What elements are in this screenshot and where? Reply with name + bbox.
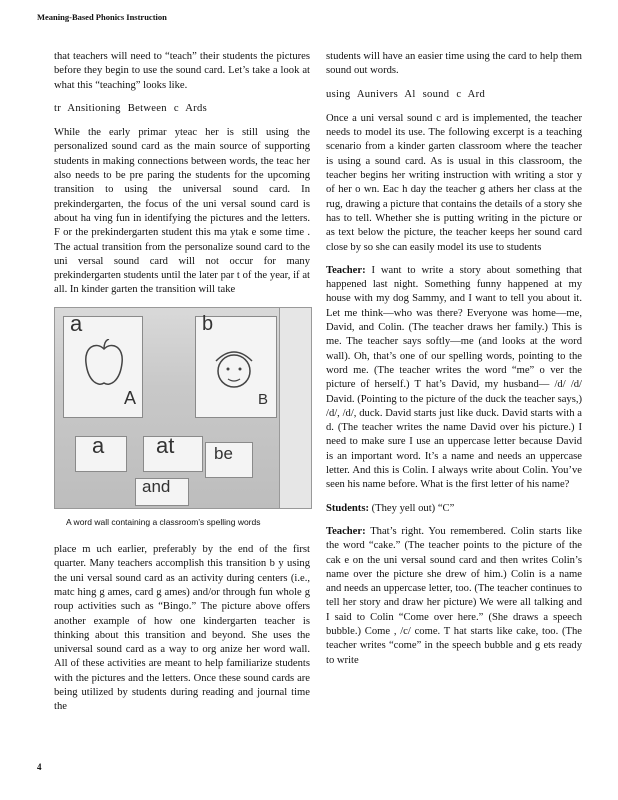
running-head: Meaning-Based Phonics Instruction [37, 12, 167, 22]
card-letter: A [124, 387, 137, 408]
word-card: a [75, 436, 127, 472]
dialogue-students [326, 502, 582, 516]
dialogue-text: I want to write a story about something that happened last night. Something funny happened at my house with my dog Sammy, and I want to tell you about it. Let me think—who was there? Everyone was home—me, David, and Colin. (The teacher draws her family.) This is me. The teacher says softly—me (and looks at the word wall). Oh, that’s one of our spelling words, pointing to the word me. (The teacher writes the word “me” o ver the picture of herself.) T hat’s David, my husband— /d/ /d/ David. (Pointing to the picture of the duck the teacher says,) /d/, /d/, duck. David starts just like duck. David starts with a d. (The teacher writes the name David over his picture.) I need to make sure I use an uppercase letter because David is an important word. It’s a name and needs an uppercase letter. And this is Colin. I always write about Colin. You’ve seen his name before. What is the first letter of his name? [326, 264, 583, 491]
word-card: at [143, 436, 203, 472]
section-heading: tr Ansitioning Between c Ards [54, 102, 207, 114]
dialogue-text: (They yell out) “C” [371, 502, 455, 514]
figure-caption: A word wall containing a classroom’s spelling words [66, 516, 261, 527]
apple-card [63, 310, 143, 418]
word-card: be [205, 442, 253, 478]
paragraph: While the early primar yteac her is still using the personalized sound card as the main source of supporting students in making connections between words, the teac her also needs to be pre paring the students for the upcoming transition to using the universal sound card. In prekindergarten, the focus of the uni versal sound card is about ha ving fun in identifying the pictures and the letters. F or the prekindergarten student this ma ytak e some time . The actual transition from the personalize sound card to the uni versal sound card will not occur for many prekindergarten students until the later par t of the year, if at all. In kinder garten the transition will take [54, 127, 310, 296]
word-wall-photo [54, 307, 312, 509]
card-letter: b [202, 312, 214, 335]
apple-icon [82, 339, 126, 389]
boy-face-icon [210, 341, 260, 395]
dialogue-text: That’s right. You remembered. Colin starts like the word “cake.” (The teacher points to the picture of the cak e on the uni versal sound card and then writes Colin’s name over the picture she drew of him.) Colin is a name and needs an uppercase letter, too. (The teacher continues to tell her story and draw her picture) We were all talking and I said to Colin “Come over here.” (She draws a speech bubble.) Come , /c/ come. T hat starts like cake, too. (The teacher writes “come” in the speech bubble and g ets ready to write [326, 525, 582, 666]
right-column [326, 50, 582, 677]
paragraph: students will have an easier time using the card to help them sound out words. [326, 51, 582, 77]
dialogue-teacher [326, 264, 582, 493]
page-number: 4 [37, 762, 42, 772]
speaker-label: Teacher: [326, 264, 366, 276]
speaker-label: Teacher: [326, 525, 366, 537]
dialogue-teacher [326, 525, 582, 668]
speaker-label: Students: [326, 502, 369, 514]
easel-board [279, 308, 312, 508]
paragraph: Once a uni versal sound c ard is implemented, the teacher needs to model its use. The following excerpt is a teaching scenario from a kinder garten classroom where the teacher is using a sound card. As is usual in this classroom, the teacher begins her writing instruction with writing a stor y of her o wn. Eac h day the teacher g athers her class at the rug, drawing a picture that contains the details of a story she has to tell. Whether she is putting writing in the picture or as text below the picture, the teacher keeps her sound card close by so she can easily model its use to students [326, 112, 582, 253]
word-card: and [135, 478, 189, 506]
paragraph: place m uch earlier, preferably by the end of the first quarter. Many teachers accomplish this transition b y using the uni versal sound card as an activity during centers (i.e., matc hing g ames, card g ames) and/or through fun whole g roup activities such as “Bingo.” The picture above offers another example of how one kindergarten teacher is thinking about this transition and beyond. She uses the universal sound card as a way to org anize her word wall. All of these activities are meant to help familiarize students with the pictures and the letters. Once these sound cards are being utilized by students during reading and journal time the [54, 544, 310, 713]
card-letter: B [258, 390, 269, 408]
boy-card [195, 312, 277, 418]
paragraph: that teachers will need to “teach” their students the pictures before they begin to use the sound card. Let’s take a look at what this “teaching” looks like. [54, 51, 310, 91]
card-letter: a [70, 310, 83, 336]
section-heading: using Aunivers Al sound c Ard [326, 88, 486, 100]
left-column [54, 50, 310, 724]
